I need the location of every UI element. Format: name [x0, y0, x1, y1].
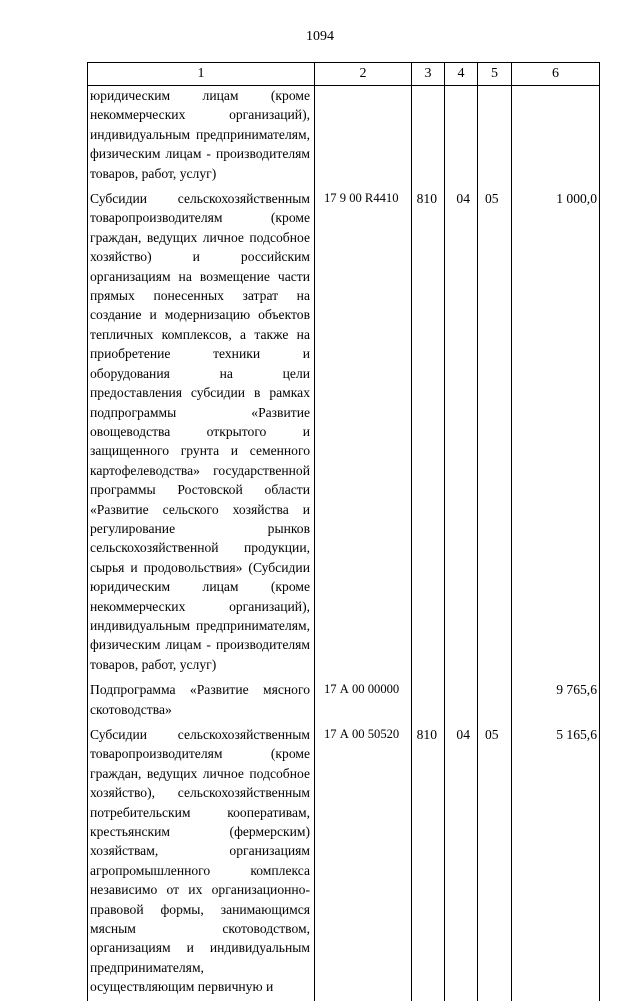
- table-row: [88, 725, 600, 997]
- expense-name: Субсидии сельскохозяйственным товаропроизводителям (кроме граждан, ведущих личное подсобное хозяйство) и российским организациям на возмещение части прямых понесенных затрат на создание и модернизацию объектов тепличных комплексов, а также на приобретение техники и оборудования на цели предоставления субсидии в рамках подпрограммы «Развитие овощеводства открытого и защищенного грунта и семенного картофелеводства» государственной программы Ростовской области «Развитие сельского хозяйства и регулирование рынков сельскохозяйственной продукции, сырья и продовольствия» (Субсидии юридическим лицам (кроме некоммерческих организаций), индивидуальным предпринимателям, физическим лицам - производителям товаров, работ, услуг): [88, 189, 315, 674]
- subsection-code: [478, 86, 512, 184]
- page-number: 1094: [306, 29, 334, 44]
- section-code: [445, 680, 478, 719]
- column-header-1: 1: [88, 63, 315, 86]
- table-row: [88, 189, 600, 674]
- column-header-2: 2: [315, 63, 412, 86]
- column-header-3: 3: [412, 63, 445, 86]
- amount: 5 165,6: [512, 725, 600, 997]
- expense-name: юридическим лицам (кроме некоммерческих организаций), индивидуальным предпринимателям, физическим лицам - производителям товаров, работ, услуг): [88, 86, 315, 184]
- subsection-code: 05: [478, 725, 512, 997]
- amount: 9 765,6: [512, 680, 600, 719]
- expense-type-code: [412, 86, 445, 184]
- table-row: [88, 680, 600, 719]
- column-header-4: 4: [445, 63, 478, 86]
- table-row: [88, 86, 600, 184]
- subsection-code: [478, 680, 512, 719]
- target-article-code: 17 А 00 00000: [315, 680, 412, 719]
- section-code: [445, 86, 478, 184]
- expense-name: Подпрограмма «Развитие мясного скотоводства»: [88, 680, 315, 719]
- target-article-code: 17 9 00 R4410: [315, 189, 412, 674]
- expense-type-code: 810: [412, 189, 445, 674]
- column-header-6: 6: [512, 63, 600, 86]
- amount: 1 000,0: [512, 189, 600, 674]
- section-code: 04: [445, 725, 478, 997]
- target-article-code: 17 А 00 50520: [315, 725, 412, 997]
- section-code: 04: [445, 189, 478, 674]
- column-header-5: 5: [478, 63, 512, 86]
- expense-type-code: [412, 680, 445, 719]
- column-numbers-row: [88, 63, 600, 86]
- expense-type-code: 810: [412, 725, 445, 997]
- subsection-code: 05: [478, 189, 512, 674]
- expense-name: Субсидии сельскохозяйственным товаропроизводителям (кроме граждан, ведущих личное подсобное хозяйство), сельскохозяйственным потребительским кооперативам, крестьянским (фермерским) хозяйствам, организациям агропромышленного комплекса независимо от их организационно-правовой формы, занимающимся мясным скотоводством, организациям и индивидуальным предпринимателям, осуществляющим первичную и: [88, 725, 315, 997]
- budget-table: [87, 62, 600, 1001]
- target-article-code: [315, 86, 412, 184]
- amount: [512, 86, 600, 184]
